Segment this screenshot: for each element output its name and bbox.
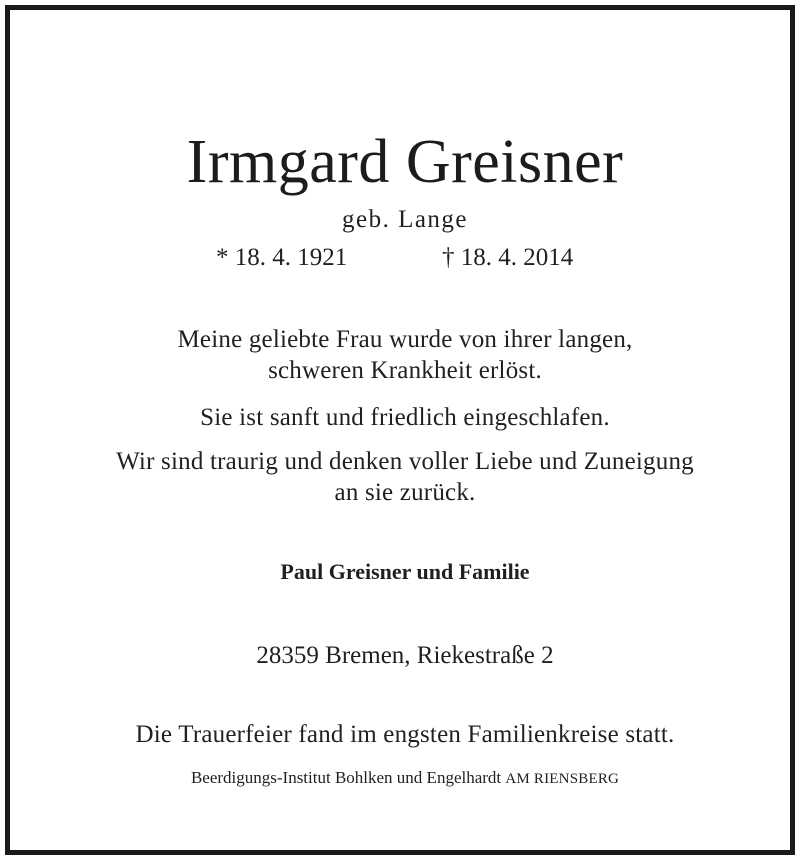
message-line-5: an sie zurück. <box>334 479 476 506</box>
mourners-address: 28359 Bremen, Riekestraße 2 <box>256 642 554 669</box>
deceased-name: Irmgard Greisner <box>186 128 624 196</box>
message-line-2: schweren Krankheit erlöst. <box>268 357 542 384</box>
life-dates <box>10 241 800 275</box>
funeral-home-name: Beerdigungs-Institut Bohlken und Engelhardt <box>190 768 502 787</box>
mourners-signature: Paul Greisner und Familie <box>280 559 530 584</box>
message-line-1: Meine geliebte Frau wurde von ihrer langen, <box>177 326 633 353</box>
ceremony-note: Die Trauerfeier fand im engsten Familienkreise statt. <box>135 721 675 748</box>
maiden-name: geb. Lange <box>341 206 469 233</box>
funeral-home-location: AM RIENSBERG <box>505 771 620 787</box>
funeral-home <box>10 766 800 791</box>
message-line-4: Wir sind traurig und denken voller Liebe und Zuneigung <box>116 448 694 475</box>
message-line-3: Sie ist sanft und friedlich eingeschlafen. <box>200 404 610 431</box>
birth-date: * 18. 4. 1921 <box>216 244 348 271</box>
obituary-frame <box>5 5 795 855</box>
death-date: † 18. 4. 2014 <box>442 244 574 271</box>
